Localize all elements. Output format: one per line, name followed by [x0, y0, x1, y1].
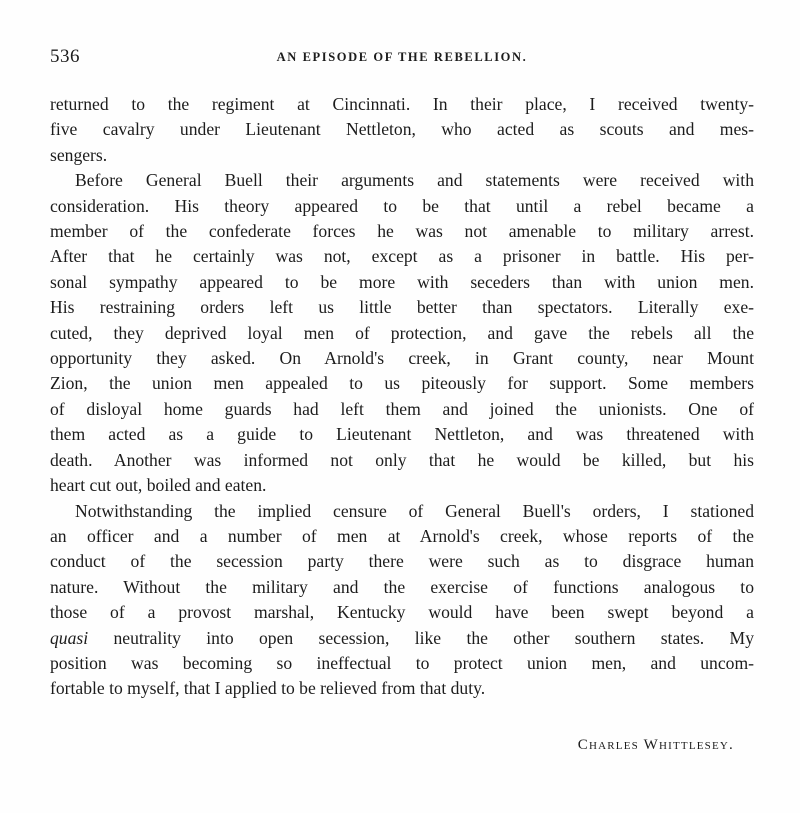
text-line: consideration. His theory appeared to be that until a rebel became a: [50, 195, 754, 216]
text-line: of disloyal home guards had left them and joined the unionists. One of: [50, 398, 754, 419]
text-line: nature. Without the military and the exercise of functions analogous to: [50, 576, 754, 597]
text-line: Before General Buell their arguments and statements were received with: [75, 170, 754, 191]
text-line: them acted as a guide to Lieutenant Nettleton, and was threatened with: [50, 424, 754, 445]
running-head: [50, 46, 754, 72]
body-text: [50, 92, 754, 702]
text-line: His restraining orders left us little better than spectators. Literally exe-: [50, 297, 754, 318]
paragraph-3: [50, 499, 754, 702]
page-number: 536: [50, 46, 80, 67]
text-line: death. Another was informed not only that he would be killed, but his: [50, 449, 754, 470]
text-line: conduct of the secession party there were such as to disgrace human: [50, 551, 754, 572]
text-line: five cavalry under Lieutenant Nettleton, who acted as scouts and mes-: [50, 119, 754, 140]
text-line: member of the confederate forces he was not amenable to military arrest.: [50, 221, 754, 242]
running-title: AN EPISODE OF THE REBELLION.: [276, 50, 528, 64]
italic-word: quasi: [50, 627, 89, 648]
text-line: position was becoming so ineffectual to protect union men, and uncom-: [50, 652, 754, 673]
text-line: opportunity they asked. On Arnold's creek, in Grant county, near Mount: [50, 348, 754, 369]
text-line: an officer and a number of men at Arnold's creek, whose reports of the: [50, 525, 754, 546]
paragraph-2: [50, 168, 754, 498]
text-line: cuted, they deprived loyal men of protection, and gave the rebels all the: [50, 322, 754, 343]
text-line-quasi: quasi neutrality into open secession, like the other southern states. My: [50, 627, 754, 648]
author-signature: Charles Whittlesey.: [577, 737, 734, 753]
text-line: After that he certainly was not, except as a prisoner in battle. His per-: [50, 246, 754, 267]
text-line: heart cut out, boiled and eaten.: [50, 475, 267, 496]
text-line: returned to the regiment at Cincinnati. In their place, I received twenty-: [50, 94, 754, 114]
text-line: fortable to myself, that I applied to be relieved from that duty.: [50, 678, 486, 699]
text-line: those of a provost marshal, Kentucky would have been swept beyond a: [50, 602, 754, 623]
text-line: sonal sympathy appeared to be more with seceders than with union men.: [50, 271, 754, 292]
text-line: sengers.: [50, 144, 108, 165]
text-line: Zion, the union men appealed to us piteously for support. Some members: [50, 373, 754, 394]
text-line: Notwithstanding the implied censure of General Buell's orders, I stationed: [75, 500, 754, 521]
paragraph-1: [50, 92, 754, 168]
